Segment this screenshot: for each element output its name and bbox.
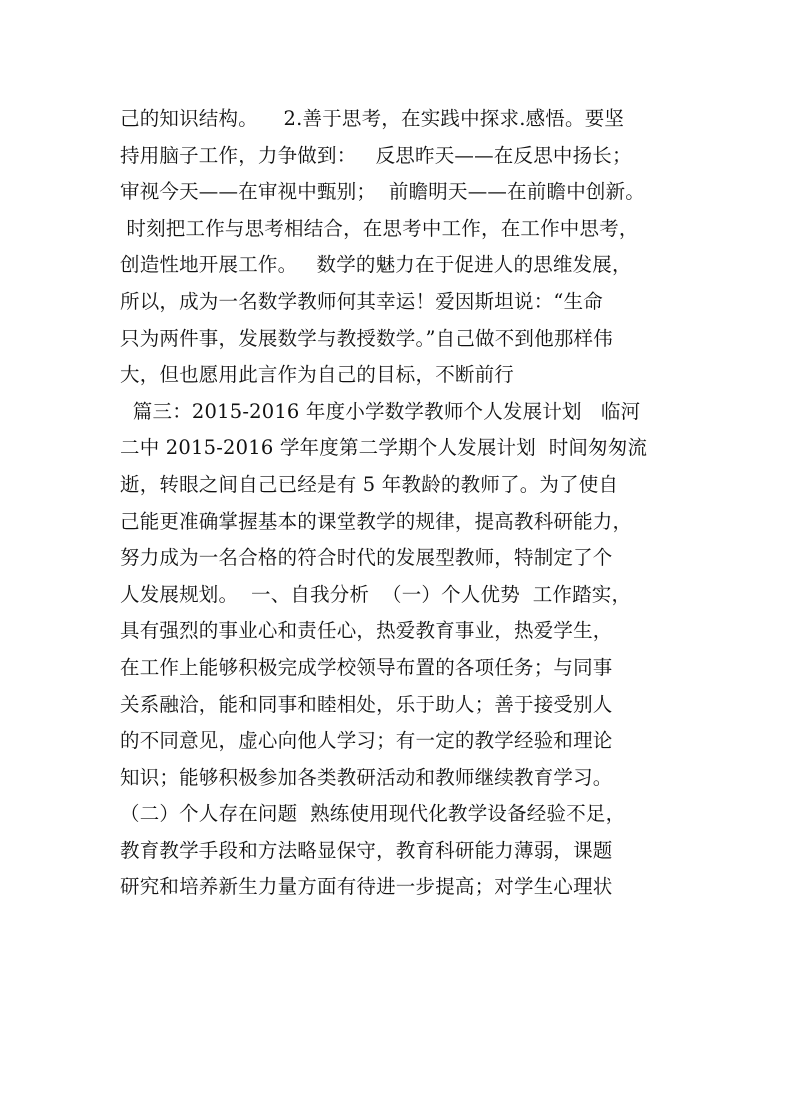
text-line: 持用脑子工作，力争做到： 反思昨天——在反思中扬长； xyxy=(120,143,632,167)
text-line: （二）个人存在问题 熟练使用现代化教学设备经验不足， xyxy=(120,802,626,826)
text-line: 教育教学手段和方法略显保守，教育科研能力薄弱，课题 xyxy=(120,838,613,862)
text-line: 篇三：2015-2016 年度小学数学教师个人发展计划 临河 xyxy=(120,399,641,423)
text-line: 的不同意见，虚心向他人学习；有一定的教学经验和理论 xyxy=(120,729,613,753)
text-line: 创造性地开展工作。 数学的魅力在于促进人的思维发展， xyxy=(120,253,632,277)
text-line: 大，但也愿用此言作为自己的目标，不断前行 xyxy=(120,363,515,387)
text-line: 在工作上能够积极完成学校领导布置的各项任务；与同事 xyxy=(120,655,613,679)
text-line: 具有强烈的事业心和责任心，热爱教育事业，热爱学生， xyxy=(120,619,613,643)
text-line: 只为两件事，发展数学与教授数学。”自己做不到他那样伟 xyxy=(120,326,613,350)
text-line: 时刻把工作与思考相结合，在思考中工作，在工作中思考， xyxy=(120,216,639,240)
text-line: 人发展规划。 一、自我分析 （一）个人优势 工作踏实， xyxy=(120,582,632,606)
document-body-text xyxy=(120,101,680,906)
text-line: 知识；能够积极参加各类教研活动和教师继续教育学习。 xyxy=(120,765,613,789)
text-line: 研究和培养新生力量方面有待进一步提高；对学生心理状 xyxy=(120,875,613,899)
text-line: 努力成为一名合格的符合时代的发展型教师，特制定了个 xyxy=(120,546,613,570)
text-line: 所以，成为一名数学教师何其幸运！爱因斯坦说：“生命 xyxy=(120,289,603,313)
text-line: 关系融洽，能和同事和睦相处，乐于助人；善于接受别人 xyxy=(120,692,613,716)
text-line: 己能更准确掌握基本的课堂教学的规律，提高教科研能力， xyxy=(120,509,633,533)
text-line: 己的知识结构。 2.善于思考，在实践中探求.感悟。要坚 xyxy=(120,107,625,130)
text-line: 审视今天——在审视中甄别； 前瞻明天——在前瞻中创新。 xyxy=(120,180,645,204)
text-line: 二中 2015-2016 学年度第二学期个人发展计划 时间匆匆流 xyxy=(120,436,648,460)
text-line: 逝，转眼之间自己已经是有 5 年教龄的教师了。为了使自 xyxy=(120,472,619,496)
